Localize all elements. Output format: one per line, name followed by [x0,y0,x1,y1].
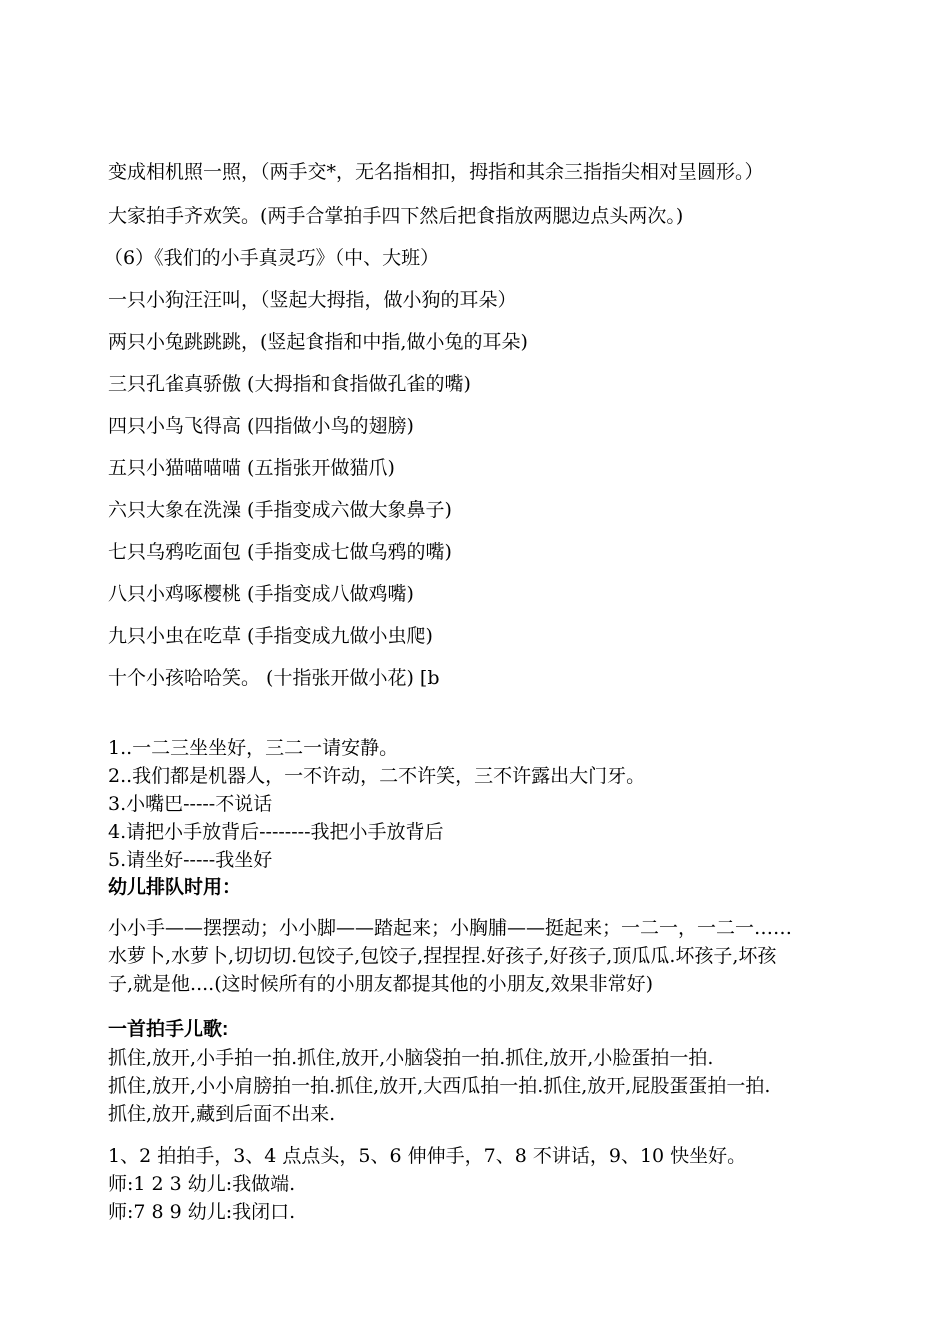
rhyme-line: 一只小狗汪汪叫，（竖起大拇指，做小狗的耳朵） [108,289,517,311]
paragraph-line: 小小手——摆摆动；小小脚——踏起来；小胸脯——挺起来；一二一，一二一…… [108,917,793,939]
instruction-line: 2..我们都是机器人，一不许动，二不许笑，三不许露出大门牙。 [108,765,646,787]
text-line: 大家拍手齐欢笑。(两手合掌拍手四下然后把食指放两腮边点头两次。) [108,205,684,227]
rhyme-line: 两只小兔跳跳跳，(竖起食指和中指,做小兔的耳朵) [108,331,528,353]
paragraph-line: 抓住,放开,小手拍一拍.抓住,放开,小脑袋拍一拍.抓住,放开,小脸蛋拍一拍. [108,1047,714,1069]
section-heading: 一首拍手儿歌: [108,1019,229,1040]
section-heading: 幼儿排队时用： [108,877,242,898]
rhyme-line: 五只小猫喵喵喵 (五指张开做猫爪) [108,457,395,479]
rhyme-line: 七只乌鸦吃面包 (手指变成七做乌鸦的嘴) [108,541,452,563]
paragraph-line: 子,就是他....(这时候所有的小朋友都提其他的小朋友,效果非常好) [108,973,654,995]
text-line: 变成相机照一照，（两手交*，无名指相扣，拇指和其余三指指尖相对呈圆形。） [108,161,764,183]
paragraph-line: 师:7 8 9 幼儿:我闭口. [108,1201,296,1223]
paragraph-line: 抓住,放开,藏到后面不出来. [108,1103,336,1125]
rhyme-line: 六只大象在洗澡 (手指变成六做大象鼻子) [108,499,452,521]
paragraph-line: 水萝卜,水萝卜,切切切.包饺子,包饺子,捏捏捏.好孩子,好孩子,顶瓜瓜.坏孩子,坏孩 [108,945,777,967]
instruction-line: 5.请坐好-----我坐好 [108,849,273,871]
instruction-line: 1..一二三坐坐好，三二一请安静。 [108,737,399,759]
rhyme-line: 四只小鸟飞得高 (四指做小鸟的翅膀) [108,415,414,437]
instruction-line: 4.请把小手放背后--------我把小手放背后 [108,821,444,843]
paragraph-line: 师:1 2 3 幼儿:我做端. [108,1173,296,1195]
rhyme-line: 三只孔雀真骄傲 (大拇指和食指做孔雀的嘴) [108,373,471,395]
rhyme-line: 八只小鸡啄樱桃 (手指变成八做鸡嘴) [108,583,414,605]
rhyme-line: 十个小孩哈哈笑。 (十指张开做小花) [b [108,667,440,689]
instruction-line: 3.小嘴巴-----不说话 [108,793,273,815]
paragraph-line: 1、2 拍拍手，3、4 点点头，5、6 伸伸手，7、8 不讲话，9、10 快坐好。 [108,1145,747,1167]
section-heading: （6）《我们的小手真灵巧》（中、大班） [104,247,440,269]
paragraph-line: 抓住,放开,小小肩膀拍一拍.抓住,放开,大西瓜拍一拍.抓住,放开,屁股蛋蛋拍一拍. [108,1075,771,1097]
rhyme-line: 九只小虫在吃草 (手指变成九做小虫爬) [108,625,433,647]
